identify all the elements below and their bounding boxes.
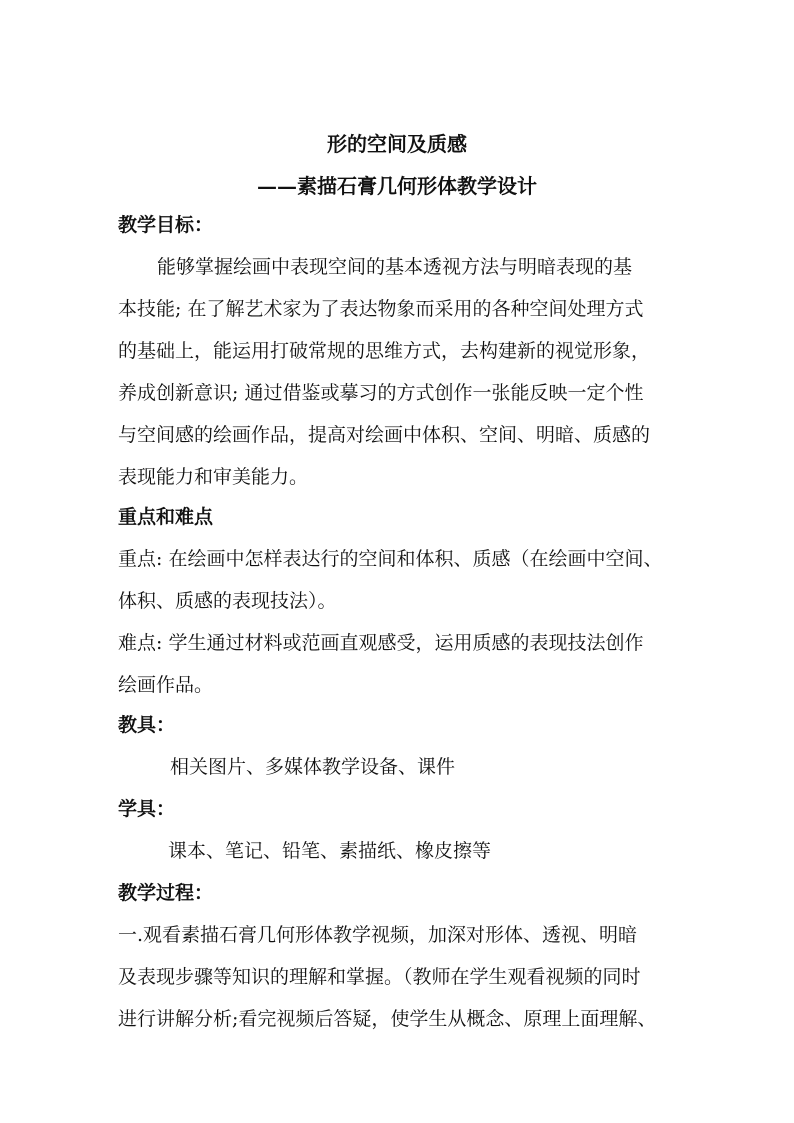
process-line: 及表现步骤等知识的理解和掌握。（教师在学生观看视频的同时 <box>118 966 641 988</box>
objectives-line: 本技能; 在了解艺术家为了表达物象而采用的各种空间处理方式 <box>118 298 644 320</box>
teaching-aids-text: 相关图片、多媒体教学设备、课件 <box>170 756 456 778</box>
document-subtitle: ——素描石膏几何形体教学设计 <box>257 174 537 198</box>
process-line: 进行讲解分析;看完视频后答疑，使学生从概念、原理上面理解、 <box>118 1008 657 1030</box>
objectives-line: 表现能力和审美能力。 <box>118 466 309 488</box>
objectives-line: 与空间感的绘画作品，提高对绘画中体积、空间、明暗、质感的 <box>118 424 651 446</box>
key-points-heading: 重点和难点 <box>118 506 214 528</box>
key-points-line: 难点: 学生通过材料或范画直观感受，运用质感的表现技法创作 <box>118 632 644 654</box>
objectives-heading: 教学目标： <box>118 214 214 236</box>
process-heading: 教学过程： <box>118 882 214 904</box>
student-tools-heading: 学具： <box>118 798 176 820</box>
objectives-line: 的基础上，能运用打破常规的思维方式，去构建新的视觉形象， <box>118 340 651 362</box>
key-points-line: 绘画作品。 <box>118 674 214 696</box>
objectives-line: 能够掌握绘画中表现空间的基本透视方法与明暗表现的基 <box>157 256 633 278</box>
student-tools-text: 课本、笔记、铅笔、素描纸、橡皮擦等 <box>168 840 492 862</box>
objectives-line: 养成创新意识; 通过借鉴或摹习的方式创作一张能反映一定个性 <box>118 382 644 404</box>
process-line: 一.观看素描石膏几何形体教学视频，加深对形体、透视、明暗 <box>118 924 638 946</box>
key-points-line: 体积、质感的表现技法）。 <box>118 590 337 612</box>
key-points-line: 重点: 在绘画中怎样表达行的空间和体积、质感（在绘画中空间、 <box>118 548 663 570</box>
document-title: 形的空间及质感 <box>327 132 467 156</box>
teaching-aids-heading: 教具： <box>118 714 176 736</box>
